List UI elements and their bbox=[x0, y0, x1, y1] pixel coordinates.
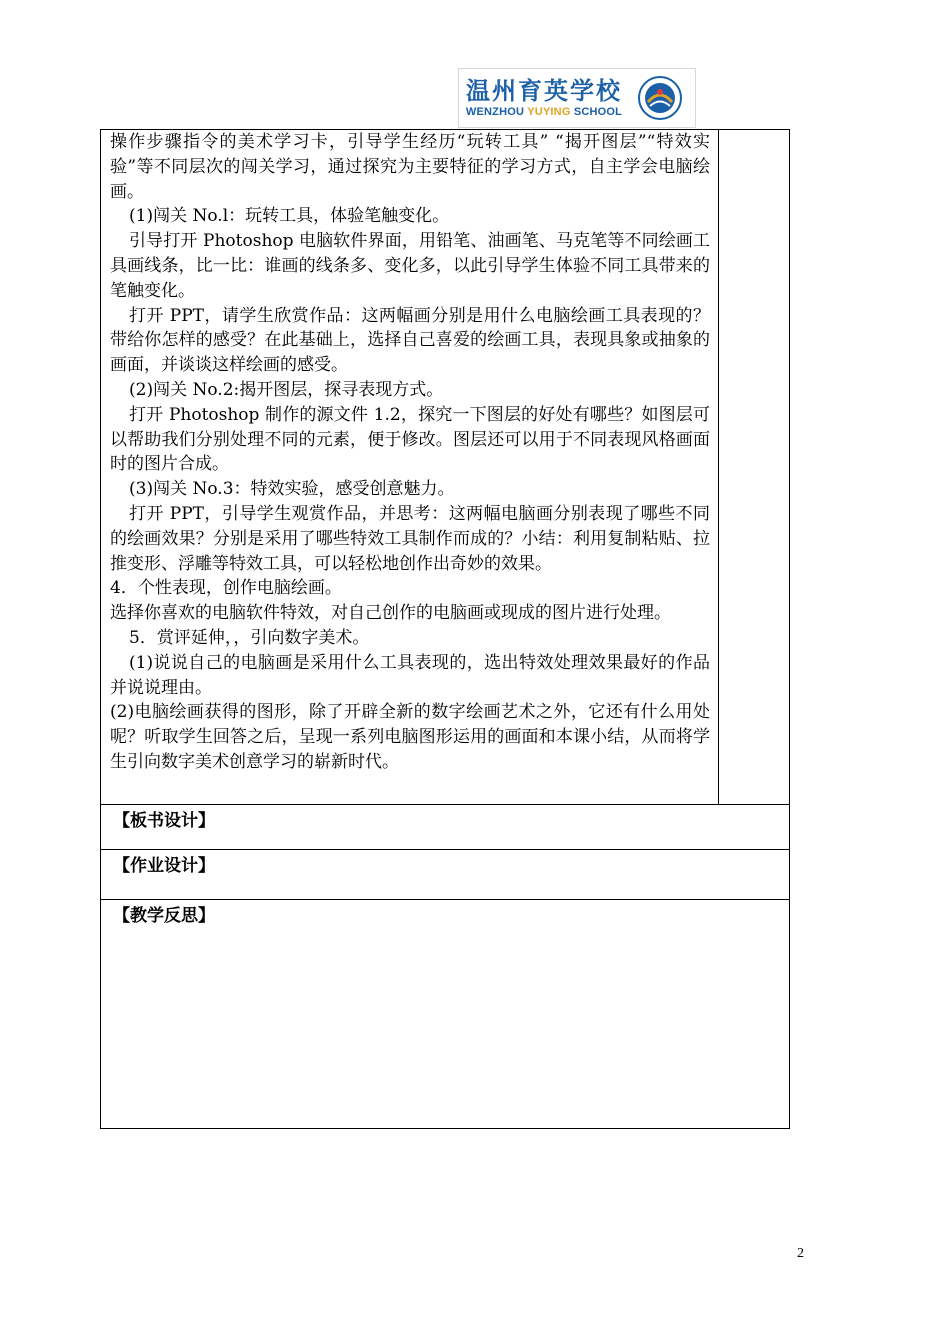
school-logo bbox=[458, 68, 696, 128]
content-paragraph: 打开 Photoshop 制作的源文件 1.2，探究一下图层的好处有哪些？如图层可以帮助我们分别处理不同的元素，便于修改。图层还可以用于不同表现风格画面时的图片合成。 bbox=[110, 404, 710, 475]
content-paragraph: 引导打开 Photoshop 电脑软件界面，用铅笔、油画笔、马克笔等不同绘画工具画线条，比一比：谁画的线条多、变化多，以此引导学生体验不同工具带来的笔触变化。 bbox=[110, 231, 710, 301]
teaching-reflection-row bbox=[101, 899, 789, 1128]
lesson-plan-table bbox=[100, 129, 790, 1129]
teaching-reflection-heading: 【教学反思】 bbox=[113, 906, 215, 926]
teaching-process-cell bbox=[101, 130, 719, 804]
content-paragraph: (1)说说自己的电脑画是采用什么工具表现的，选出特效处理效果最好的作品并说说理由。 bbox=[110, 652, 710, 698]
content-paragraph: 操作步骤指令的美术学习卡，引导学生经历“玩转工具” “揭开图层”“特效实验”等不同层次的闯关学习，通过探究为主要特征的学习方式，自主学会电脑绘画。 bbox=[110, 132, 710, 202]
content-paragraph: 4．个性表现，创作电脑绘画。 bbox=[110, 578, 342, 599]
content-paragraph: 打开 PPT，请学生欣赏作品：这两幅画分别是用什么电脑绘画工具表现的？带给你怎样的感受？在此基础上，选择自己喜爱的绘画工具，表现具象或抽象的画面，并谈谈这样绘画的感受。 bbox=[110, 305, 710, 376]
homework-design-row bbox=[101, 849, 789, 899]
page-number: 2 bbox=[797, 1246, 804, 1261]
notes-cell bbox=[719, 130, 789, 804]
content-paragraph: (2)闯关 No.2:揭开图层，探寻表现方式。 bbox=[129, 379, 444, 400]
process-row bbox=[101, 130, 789, 804]
school-name bbox=[459, 77, 629, 119]
board-design-row bbox=[101, 804, 789, 849]
content-paragraph: (2)电脑绘画获得的图形，除了开辟全新的数字绘画艺术之外，它还有什么用处呢？听取学生回答之后，呈现一系列电脑图形运用的画面和本课小结，从而将学生引向数字美术创意学习的崭新时代。 bbox=[110, 702, 710, 772]
content-paragraph: 打开 PPT，引导学生观赏作品，并思考：这两幅电脑画分别表现了哪些不同的绘画效果？分别是采用了哪些特效工具制作而成的？小结：利用复制粘贴、拉推变形、浮雕等特效工具，可以轻松地创作出奇妙的效果。 bbox=[110, 503, 710, 574]
school-emblem-icon bbox=[637, 75, 683, 121]
content-paragraph: (3)闯关 No.3：特效实验，感受创意魅力。 bbox=[129, 479, 455, 500]
content-paragraph: 选择你喜欢的电脑软件特效，对自己创作的电脑画或现成的图片进行处理。 bbox=[110, 603, 671, 624]
content-paragraph: (1)闯关 No.l：玩转工具，体验笔触变化。 bbox=[129, 206, 450, 227]
school-name-cn: 温州育英学校 bbox=[466, 76, 622, 105]
homework-design-heading: 【作业设计】 bbox=[113, 856, 215, 876]
school-name-en: WENZHOU YUYING SCHOOL bbox=[465, 106, 623, 118]
board-design-heading: 【板书设计】 bbox=[113, 811, 215, 831]
content-paragraph: 5．赏评延伸，，引向数字美术。 bbox=[129, 627, 370, 648]
